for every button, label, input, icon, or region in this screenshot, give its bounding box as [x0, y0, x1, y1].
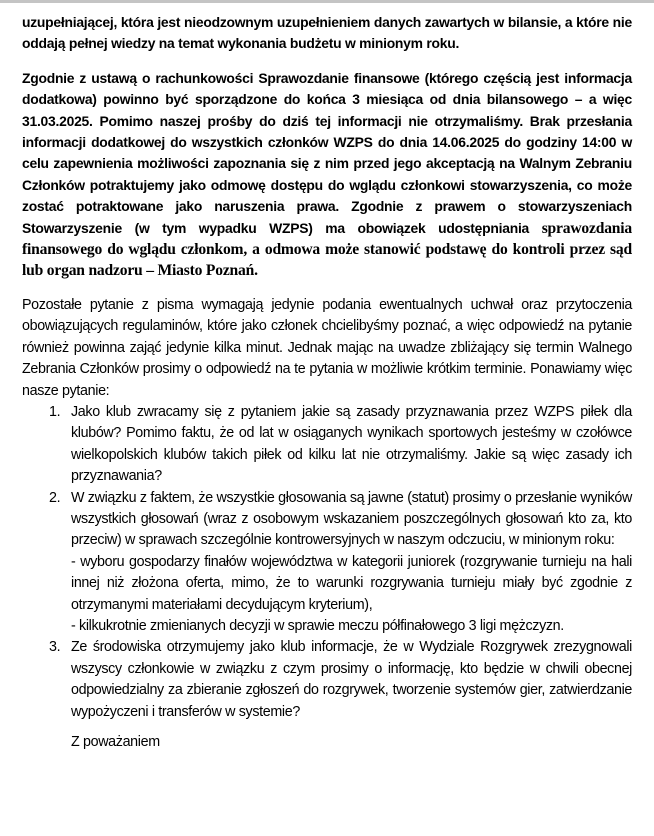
legal-notice-serif-text: sprawozdania finansowego do wglądu członkom, a odmowa może stanowić podstawę do kontroli przez sąd lub organ nadzoru – Miasto Poznań. [22, 219, 632, 280]
question-sub-item: - kilkukrotnie zmienianych decyzji w sprawie meczu półfinałowego 3 ligi mężczyzn. [71, 617, 564, 634]
question-number: 3. [49, 639, 61, 656]
legal-notice-paragraph [22, 68, 632, 282]
question-text: Ze środowiska otrzymujemy jako klub informacje, że w Wydziale Rozgrywek zrezygnowali wszyscy członkowie w związku z czym prosimy o informację, kto będzie w chwili obecnej odpowiedzialny za zbieranie zgłoszeń do rozgrywek, tworzenie systemów gier, zatwierdzanie wypożyczeni i transferów w systemie? [71, 639, 632, 720]
question-text: Jako klub zwracamy się z pytaniem jakie są zasady przyznawania przez WZPS piłek dla klubów? Pomimo faktu, że od lat w osiąganych wynikach sportowych jesteśmy w czołówce wielkopolskich klubów takich piłek od kilku lat nie otrzymaliśmy. Jakie są więc zasady ich przyznawania? [71, 403, 632, 485]
intro-continuation-paragraph: uzupełniającej, która jest nieodzownym uzupełnieniem danych zawartych w bilansie, a które nie oddają pełnej wiedzy na temat wykonania budżetu w minionym roku. [22, 14, 632, 52]
closing-salutation: Z poważaniem [71, 734, 160, 750]
top-border [0, 0, 654, 3]
question-item-3 [22, 637, 632, 723]
remaining-questions-paragraph: Pozostałe pytanie z pisma wymagają jedynie podania ewentualnych uchwał oraz przytoczenia obowiązujących regulaminów, które jako członek chcielibyśmy poznać, a więc odpowiedź na pytanie również powinna zająć jedynie kilka minut. Jednak mając na uwadze zbliżający się termin Walnego Zebrania Członków prosimy o odpowiedź na te pytania w możliwie krótkim terminie. Ponawiamy więc nasze pytanie: [22, 296, 632, 399]
document-page [22, 12, 632, 753]
question-item-1 [22, 402, 632, 488]
question-sub-item: - wyboru gospodarzy finałów województwa w kategorii juniorek (rozgrywanie turnieju na hali innej niż złożona oferta, mimo, że to warunki rozgrywania turnieju miały być zgodnie z otrzymanymi materiałami decydującym kryterium), [71, 553, 632, 613]
question-number: 1. [49, 403, 61, 420]
question-number: 2. [49, 489, 61, 506]
questions-list [22, 402, 632, 723]
question-item-2 [22, 488, 632, 638]
legal-notice-sans-text: Zgodnie z ustawą o rachunkowości Sprawozdanie finansowe (którego częścią jest informacja dodatkowa) powinno być sporządzone do końca 3 miesiąca od dnia bilansowego – a więc 31.03.2025. Pomimo naszej prośby do dziś tej informacji nie otrzymaliśmy. Brak przesłania informacji dodatkowej do wszystkich członków WZPS do dnia 14.06.2025 do godziny 14:00 w celu zapewnienia możliwości zapoznania się z nim przed jego akceptacją na Walnym Zebraniu Członków potraktujemy jako odmowę dostępu do wglądu członkowi stowarzyszenia, co może zostać potraktowane jako naruszenia prawa. Zgodnie z prawem o stowarzyszeniach Stowarzyszenie (w tym wypadku WZPS) ma obowiązek udostępniania [22, 69, 632, 236]
question-text: W związku z faktem, że wszystkie głosowania są jawne (statut) prosimy o przesłanie wyników wszystkich głosowań (wraz z osobowym wskazaniem poszczególnych głosowań kto za, kto przeciw) w sprawach szczególnie kontrowersyjnych w naszym odczuciu, w minionym roku: [71, 489, 632, 549]
